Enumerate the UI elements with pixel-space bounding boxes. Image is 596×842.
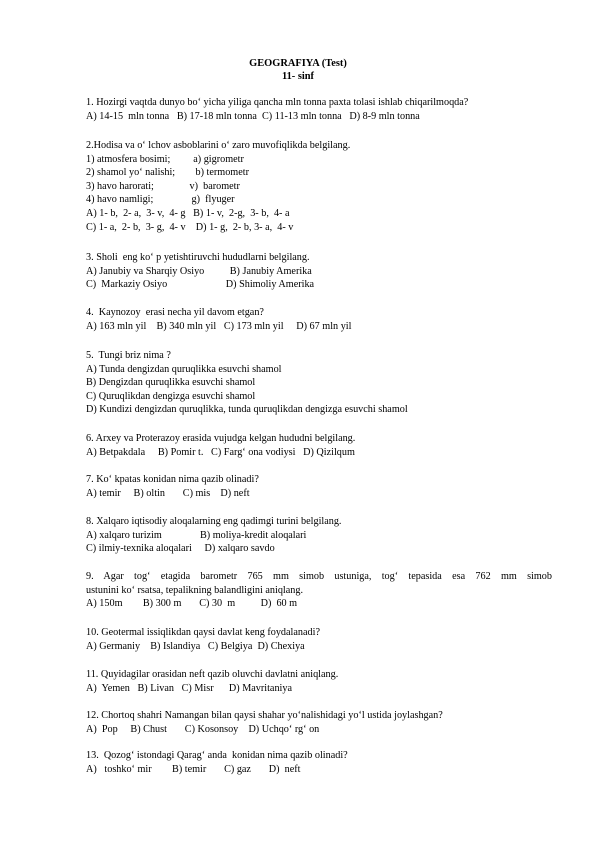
question-text: 2.Hodisa va o‘ lchov asboblarini o‘ zaro muvofiqlikda belgilang.	[86, 140, 351, 151]
question-line: A) 150m B) 300 m C) 30 m D) 60 m	[86, 598, 298, 610]
question-line: A) Pop B) Chust C) Kosonsoy D) Uchqo‘ rg‘ on	[86, 723, 320, 735]
question-line: A) 163 mln yil B) 340 mln yil C) 173 mln yil D) 67 mln yil	[86, 320, 352, 332]
question-line: C) Markaziy Osiyo D) Shimoliy Amerika	[86, 279, 315, 291]
question-text: 10. Geotermal issiqlikdan qaysi davlat keng foydalanadi?	[86, 627, 320, 638]
question-text: 12. Chortoq shahri Namangan bilan qaysi shahar yo‘nalishidagi yo‘l ustida joylashgan?	[86, 710, 443, 721]
question-text: 3. Sholi eng ko‘ p yetishtiruvchi hududlarni belgilang.	[86, 252, 310, 263]
question-text: 9. Agar tog‘ etagida barometr 765 mm simob ustuniga, tog‘ tepasida esa 762 mm simob	[86, 571, 552, 582]
question-text: 8. Xalqaro iqtisodiy aloqalarning eng qadimgi turini belgilang.	[86, 516, 342, 527]
question-text: 5. Tungi briz nima ?	[86, 350, 171, 361]
question-line: 2) shamol yo‘ nalishi; b) termometr	[86, 167, 249, 179]
question-text: 4. Kaynozoy erasi necha yil davom etgan?	[86, 307, 264, 318]
question-line: A) 14-15 mln tonna B) 17-18 mln tonna C) 11-13 mln tonna D) 8-9 mln tonna	[86, 110, 420, 122]
question-line: A) Germaniy B) Islandiya C) Belgiya D) Chexiya	[86, 640, 305, 652]
question-line: A) temir B) oltin C) mis D) neft	[86, 487, 250, 499]
question-line: A) toshko‘ mir B) temir C) gaz D) neft	[86, 763, 301, 775]
question-line: ustunini ko‘ rsatsa, tepalikning balandligini aniqlang.	[86, 584, 304, 596]
question-line: 1) atmosfera bosimi; a) gigrometr	[86, 153, 244, 165]
question-line: A) Betpakdala B) Pomir t. C) Farg‘ ona vodiysi D) Qizilqum	[86, 446, 355, 458]
question-line: C) ilmiy-texnika aloqalari D) xalqaro savdo	[86, 543, 275, 555]
question-text: 7. Ko‘ kpatas konidan nima qazib olinadi?	[86, 474, 259, 485]
question-line: C) Quruqlikdan dengizga esuvchi shamol	[86, 390, 256, 402]
page-title: GEOGRAFIYA (Test)	[249, 58, 347, 69]
question-line: A) Tunda dengizdan quruqlikka esuvchi shamol	[86, 363, 282, 375]
question-text: 1. Hozirgi vaqtda dunyo bo‘ yicha yiliga qancha mln tonna paxta tolasi ishlab chiqarilmoqda?	[86, 97, 469, 108]
question-line: A) Janubiy va Sharqiy Osiyo B) Janubiy Amerika	[86, 265, 312, 277]
question-text: 6. Arxey va Proterazoy erasida vujudga kelgan hududni belgilang.	[86, 433, 356, 444]
question-line: 3) havo harorati; v) barometr	[86, 180, 240, 192]
page-subtitle: 11- sinf	[281, 71, 315, 82]
question-line: A) 1- b, 2- a, 3- v, 4- g B) 1- v, 2-g, 3- b, 4- a	[86, 208, 290, 219]
question-line: A) Yemen B) Livan C) Misr D) Mavritaniya	[86, 682, 292, 694]
question-text: 11. Quyidagilar orasidan neft qazib oluvchi davlatni aniqlang.	[86, 669, 339, 680]
question-line: B) Dengizdan quruqlikka esuvchi shamol	[86, 377, 256, 389]
question-line: 4) havo namligi; g) flyuger	[86, 194, 235, 206]
question-line: A) xalqaro turizim B) moliya-kredit aloqalari	[86, 529, 307, 541]
question-line: C) 1- a, 2- b, 3- g, 4- v D) 1- g, 2- b, 3- a, 4- v	[86, 221, 294, 233]
question-line: D) Kundizi dengizdan quruqlikka, tunda quruqlikdan dengizga esuvchi shamol	[86, 404, 408, 416]
question-text: 13. Qozog‘ istondagi Qarag‘ anda konidan nima qazib olinadi?	[86, 750, 348, 761]
